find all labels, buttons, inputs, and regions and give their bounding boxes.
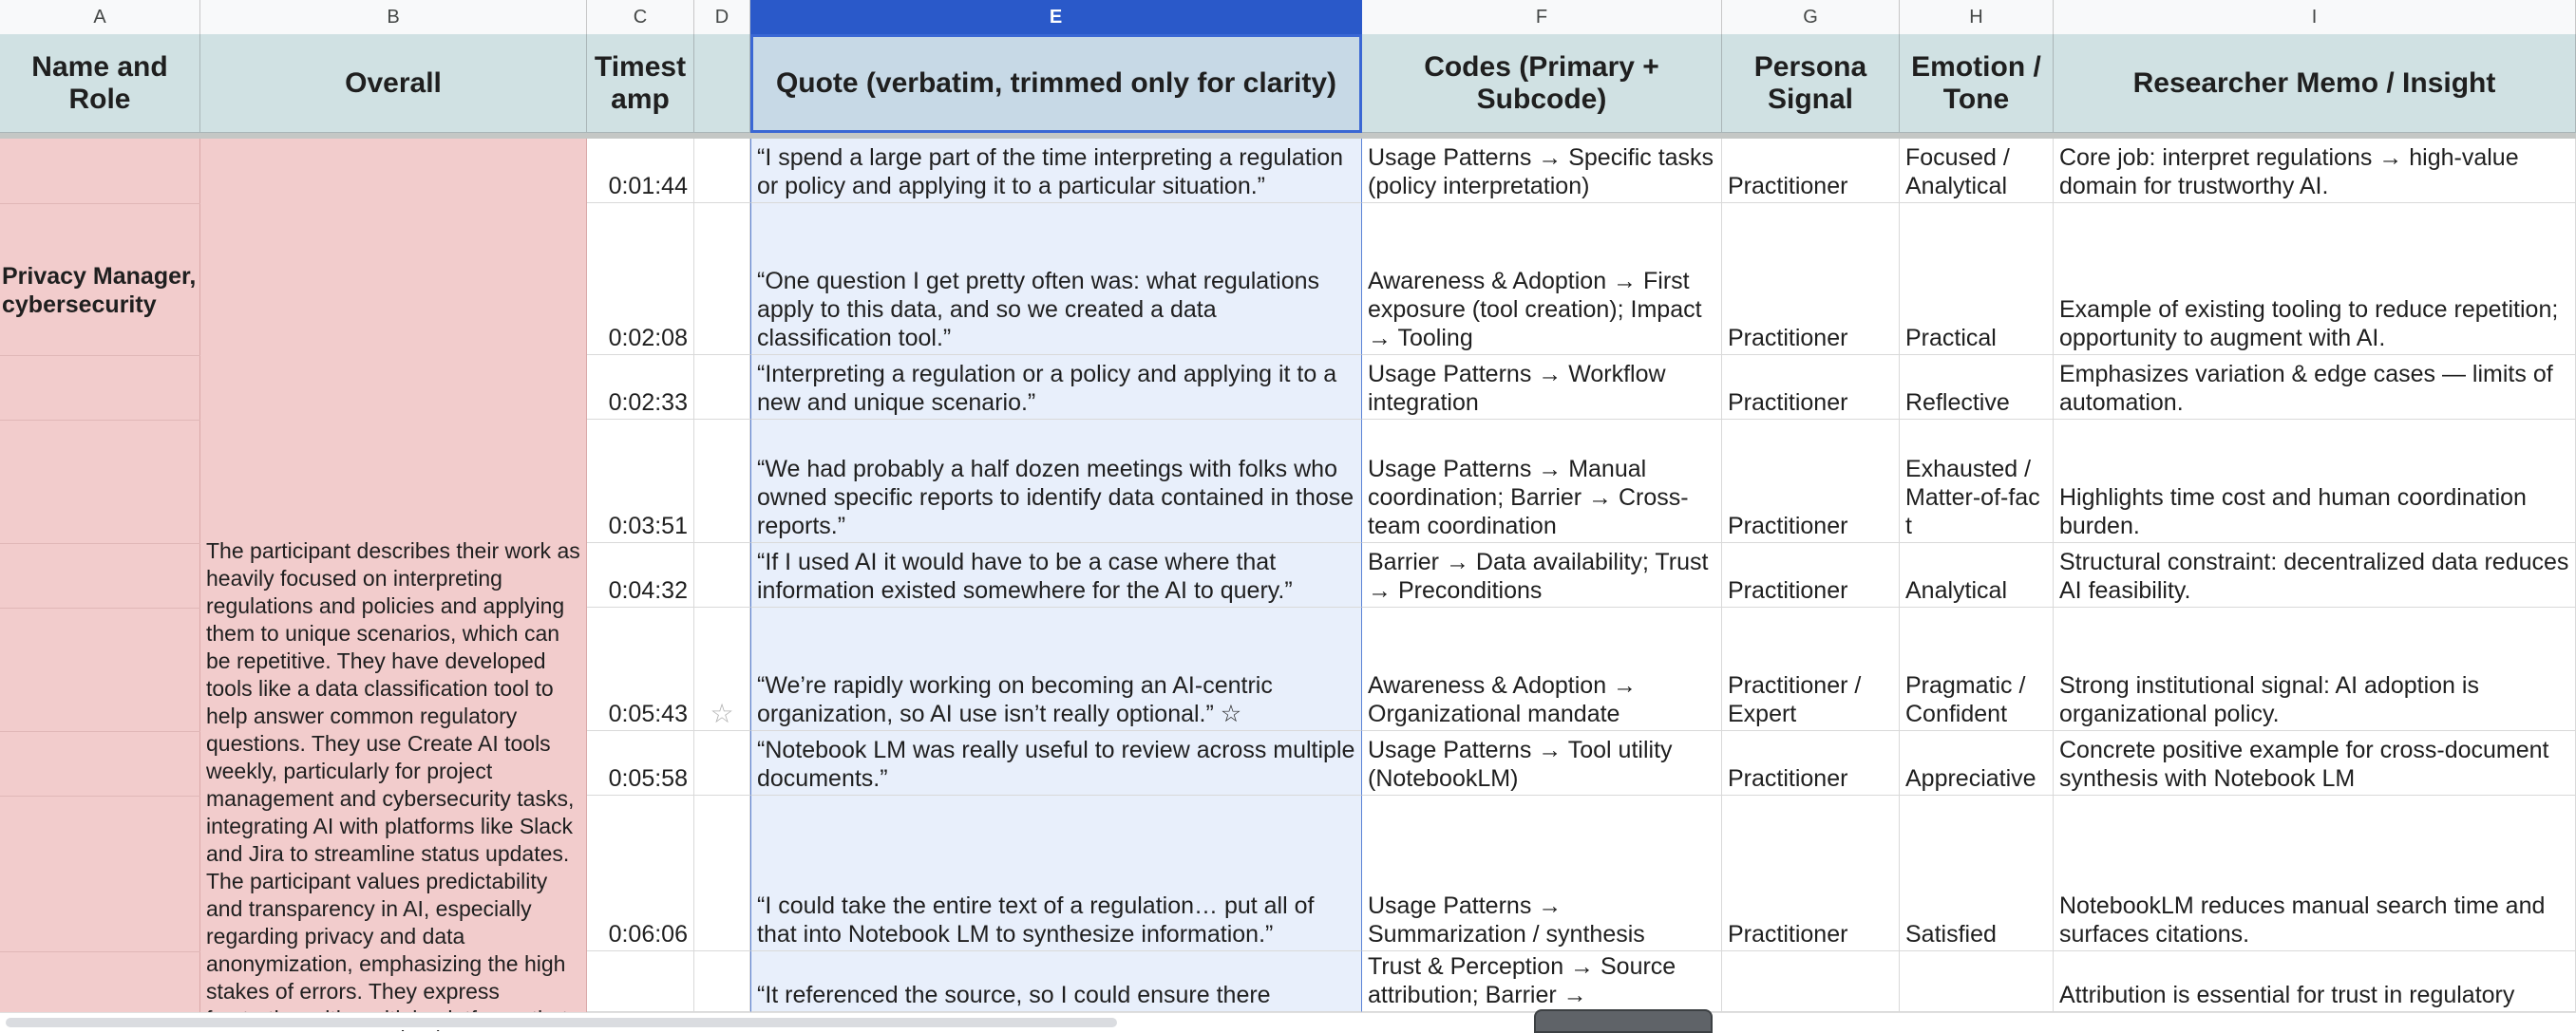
star-cell[interactable]	[694, 203, 750, 355]
star-cell[interactable]	[694, 731, 750, 796]
header-emotion[interactable]: Emotion / Tone	[1900, 34, 2054, 133]
quote-cell[interactable]: “Interpreting a regulation or a policy and applying it to a new and unique scenario.”	[750, 355, 1362, 420]
row-divider	[0, 951, 200, 952]
emotion-cell[interactable]: Appreciative	[1900, 731, 2054, 796]
quote-cell[interactable]: “We’re rapidly working on becoming an AI-centric organization, so AI use isn’t really optional.” ☆	[750, 608, 1362, 731]
quote-cell[interactable]: “One question I get pretty often was: what regulations apply to this data, and so we created a data classification tool.”	[750, 203, 1362, 355]
emotion-cell[interactable]: Satisfied	[1900, 796, 2054, 951]
horizontal-scrollbar[interactable]	[0, 1012, 2576, 1030]
column-header-row	[0, 0, 2576, 35]
column-header-i[interactable]: I	[2054, 0, 2576, 34]
persona-cell[interactable]	[1722, 951, 1900, 1012]
quote-cell[interactable]: “I could take the entire text of a regulation… put all of that into Notebook LM to synthesize information.”	[750, 796, 1362, 951]
header-timestamp[interactable]: Timest amp	[587, 34, 694, 133]
quote-cell[interactable]: “If I used AI it would have to be a case where that information existed somewhere for the AI to query.”	[750, 543, 1362, 608]
header-quote[interactable]: Quote (verbatim, trimmed only for clarity)	[750, 34, 1362, 133]
name-role-cell[interactable]	[0, 139, 200, 1012]
column-header-a[interactable]: A	[0, 0, 200, 34]
persona-cell[interactable]: Practitioner	[1722, 420, 1900, 543]
star-cell[interactable]: ☆	[694, 608, 750, 731]
timestamp-cell[interactable]: 0:01:44	[587, 139, 694, 203]
row-divider	[0, 608, 200, 609]
emotion-cell[interactable]: Exhausted / Matter-of-fac t	[1900, 420, 2054, 543]
horizontal-scroll-thumb[interactable]	[6, 1018, 1117, 1027]
code-cell[interactable]: Awareness & Adoption → First exposure (tool creation); Impact → Tooling	[1362, 203, 1722, 355]
header-codes[interactable]: Codes (Primary + Subcode)	[1362, 34, 1722, 133]
timestamp-cell[interactable]: 0:03:51	[587, 420, 694, 543]
memo-cell[interactable]: Strong institutional signal: AI adoption is organizational policy.	[2054, 608, 2576, 731]
code-cell[interactable]: Usage Patterns → Tool utility (NotebookLM)	[1362, 731, 1722, 796]
persona-cell[interactable]: Practitioner	[1722, 355, 1900, 420]
persona-cell[interactable]: Practitioner	[1722, 796, 1900, 951]
star-cell[interactable]	[694, 543, 750, 608]
quote-cell[interactable]: “I spend a large part of the time interpreting a regulation or policy and applying it to a particular situation.”	[750, 139, 1362, 203]
header-row	[0, 34, 2576, 133]
header-name-role[interactable]: Name and Role	[0, 34, 200, 133]
column-header-b[interactable]: B	[200, 0, 587, 34]
timestamp-cell[interactable]	[587, 951, 694, 1012]
code-cell[interactable]: Usage Patterns → Summarization / synthesis	[1362, 796, 1722, 951]
emotion-cell[interactable]: Analytical	[1900, 543, 2054, 608]
memo-cell[interactable]: NotebookLM reduces manual search time and surfaces citations.	[2054, 796, 2576, 951]
quote-cell[interactable]: “Notebook LM was really useful to review across multiple documents.”	[750, 731, 1362, 796]
column-header-c[interactable]: C	[587, 0, 694, 34]
star-cell[interactable]	[694, 420, 750, 543]
star-cell[interactable]	[694, 355, 750, 420]
overall-cell[interactable]	[200, 139, 587, 1012]
column-header-f[interactable]: F	[1362, 0, 1722, 34]
persona-cell[interactable]: Practitioner / Expert	[1722, 608, 1900, 731]
emotion-cell[interactable]: Pragmatic / Confident	[1900, 608, 2054, 731]
row-divider	[0, 543, 200, 544]
row-divider	[0, 355, 200, 356]
timestamp-cell[interactable]: 0:02:08	[587, 203, 694, 355]
timestamp-cell[interactable]: 0:05:58	[587, 731, 694, 796]
column-header-g[interactable]: G	[1722, 0, 1900, 34]
quote-cell[interactable]: “It referenced the source, so I could ensure there	[750, 951, 1362, 1012]
code-cell[interactable]: Barrier → Data availability; Trust → Preconditions	[1362, 543, 1722, 608]
header-memo[interactable]: Researcher Memo / Insight	[2054, 34, 2576, 133]
memo-cell[interactable]: Highlights time cost and human coordination burden.	[2054, 420, 2576, 543]
column-header-d[interactable]: D	[694, 0, 750, 34]
code-cell[interactable]: Usage Patterns → Manual coordination; Barrier → Cross-team coordination	[1362, 420, 1722, 543]
emotion-cell[interactable]	[1900, 951, 2054, 1012]
timestamp-cell[interactable]: 0:02:33	[587, 355, 694, 420]
timestamp-cell[interactable]: 0:06:06	[587, 796, 694, 951]
column-header-h[interactable]: H	[1900, 0, 2054, 34]
row-divider	[0, 420, 200, 421]
emotion-cell[interactable]: Focused / Analytical	[1900, 139, 2054, 203]
row-divider	[0, 731, 200, 732]
memo-cell[interactable]: Core job: interpret regulations → high-value domain for trustworthy AI.	[2054, 139, 2576, 203]
star-cell[interactable]	[694, 796, 750, 951]
row-divider	[0, 203, 200, 204]
code-cell[interactable]: Trust & Perception → Source attribution; Barrier →	[1362, 951, 1722, 1012]
memo-cell[interactable]: Attribution is essential for trust in regulatory	[2054, 951, 2576, 1012]
header-persona[interactable]: Persona Signal	[1722, 34, 1900, 133]
code-cell[interactable]: Usage Patterns → Specific tasks (policy interpretation)	[1362, 139, 1722, 203]
row-divider	[0, 796, 200, 797]
emotion-cell[interactable]: Reflective	[1900, 355, 2054, 420]
star-cell[interactable]	[694, 951, 750, 1012]
persona-cell[interactable]: Practitioner	[1722, 203, 1900, 355]
overall-summary: The participant describes their work as heavily focused on interpreting regulations and policies and applying them to unique scenarios, which can be repetitive. They have developed tools like a data classification tool to help answer common regulatory questions. They use Create AI tools weekly, particularly for project management and cybersecurity tasks, integrating AI with platforms like Slack and Jira to streamline status updates. The participant values predictability and transparency in AI, especially regarding privacy and data anonymization, emphasizing the high stakes of errors. They express	[206, 538, 580, 1004]
persona-cell[interactable]: Practitioner	[1722, 139, 1900, 203]
memo-cell[interactable]: Emphasizes variation & edge cases — limits of automation.	[2054, 355, 2576, 420]
header-overall[interactable]: Overall	[200, 34, 587, 133]
participant-name: Privacy Manager, cybersecurity	[2, 263, 197, 318]
timestamp-cell[interactable]: 0:04:32	[587, 543, 694, 608]
code-cell[interactable]: Awareness & Adoption → Organizational mandate	[1362, 608, 1722, 731]
sheet-tab[interactable]	[1534, 1009, 1713, 1033]
quote-cell[interactable]: “We had probably a half dozen meetings with folks who owned specific reports to identify data contained in those reports.”	[750, 420, 1362, 543]
sheet-grid	[0, 139, 2576, 1012]
persona-cell[interactable]: Practitioner	[1722, 731, 1900, 796]
column-header-e[interactable]: E	[750, 0, 1362, 34]
timestamp-cell[interactable]: 0:05:43	[587, 608, 694, 731]
emotion-cell[interactable]: Practical	[1900, 203, 2054, 355]
memo-cell[interactable]: Example of existing tooling to reduce repetition; opportunity to augment with AI.	[2054, 203, 2576, 355]
code-cell[interactable]: Usage Patterns → Workflow integration	[1362, 355, 1722, 420]
memo-cell[interactable]: Concrete positive example for cross-document synthesis with Notebook LM	[2054, 731, 2576, 796]
header-d[interactable]	[694, 34, 750, 133]
memo-cell[interactable]: Structural constraint: decentralized data reduces AI feasibility.	[2054, 543, 2576, 608]
persona-cell[interactable]: Practitioner	[1722, 543, 1900, 608]
star-cell[interactable]	[694, 139, 750, 203]
